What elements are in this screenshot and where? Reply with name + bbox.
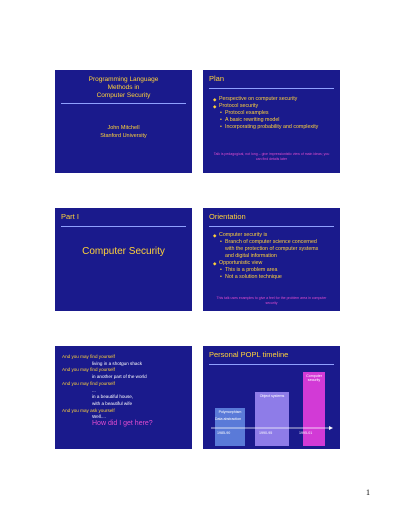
song-lyrics: And you may find yourself living in a shotgun shack And you may find yourself in another part of the world And you may find yourself ... in a beautiful house, with a beautiful wife And you may ask yourself Well.... How did I get here? <box>62 354 153 428</box>
bullet: ◆ Perspective on computer security <box>213 96 336 103</box>
axis-label: 1990-95 <box>259 431 273 435</box>
bullet-list <box>213 96 336 131</box>
slide-title: Personal POPL timeline <box>209 350 289 359</box>
slide-note: Talk is pedagogical, not long – give impressionistic view of main ideas; you can find details later <box>213 152 330 161</box>
axis-arrow-icon <box>329 426 333 430</box>
bullet-list: ◆ Computer security is • Branch of computer science concerned with the protection of computer systems and digital information ◆ Opportunistic view • This is a problem area • Not a solution technique <box>213 232 336 281</box>
object-systems-bar <box>255 392 289 446</box>
bullet: ◆ Protocol security <box>213 103 336 110</box>
sub-bullet: • Incorporating probability and complexity <box>213 124 336 131</box>
sub-bullet: • A basic rewriting model <box>213 117 336 124</box>
talk-title: Programming Language Methods in Computer Security <box>88 76 159 99</box>
slide-title: Orientation <box>209 212 246 221</box>
slide-note: This talk uses examples to give a feel for the problem area in computer security <box>216 296 327 305</box>
box-computer-security: Computer security <box>306 374 322 382</box>
axis-label: 1995-01 <box>299 431 313 435</box>
bullet: ◆ Opportunistic view <box>213 260 336 267</box>
slide-title: Plan <box>209 74 225 83</box>
slide-title <box>55 70 192 173</box>
sub-bullet: • This is a problem area <box>213 267 336 274</box>
axis-label: 1985-90 <box>217 431 231 435</box>
slide-timeline <box>203 346 340 449</box>
slide-plan <box>203 70 340 173</box>
author-block: John Mitchell Stanford University <box>100 125 147 139</box>
box-data-abstraction: Data abstraction <box>214 417 242 421</box>
sub-bullet: • Protocol examples <box>213 110 336 117</box>
sub-bullet: • Not a solution technique <box>213 274 336 281</box>
slide-orientation <box>203 208 340 311</box>
bullet: ◆ Computer security is <box>213 232 336 239</box>
slide-title: Part I <box>61 212 79 221</box>
slide-quote <box>55 346 192 449</box>
page-number: 1 <box>366 488 370 497</box>
section-heading: Computer Security <box>82 246 165 257</box>
title-rule <box>61 103 186 104</box>
box-object-systems: Object systems <box>259 394 285 398</box>
box-polymorphism: Polymorphism <box>218 410 242 414</box>
closing-question: How did I get here? <box>92 420 153 428</box>
sub-bullet: • Branch of computer science concerned <box>213 239 336 246</box>
slide-part-one <box>55 208 192 311</box>
